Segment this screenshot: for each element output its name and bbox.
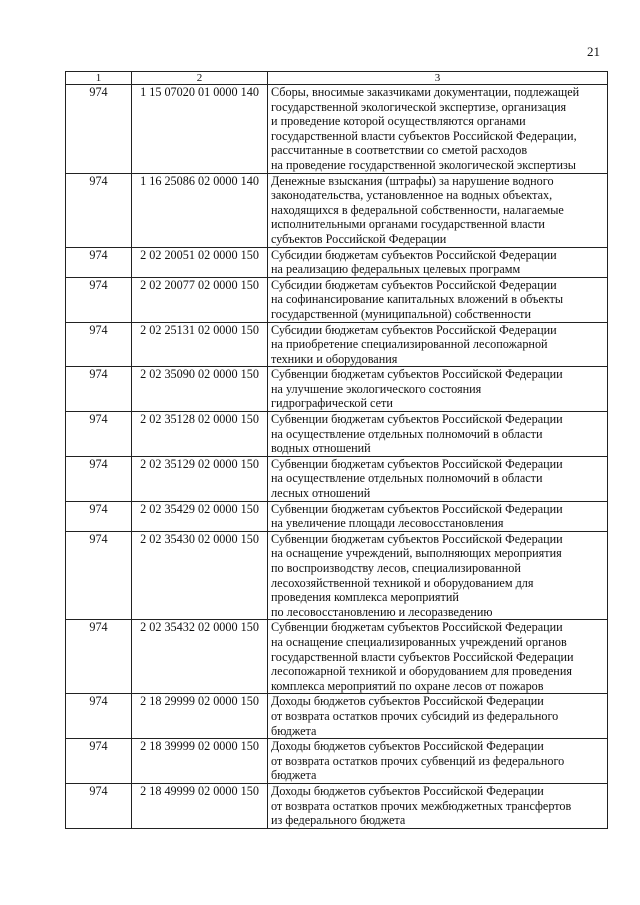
table-row xyxy=(66,739,608,784)
income-code-cell: 2 02 35128 02 0000 150 xyxy=(132,412,268,457)
description-line: от возврата остатков прочих межбюджетных трансфертов xyxy=(271,798,572,813)
description-line: на оснащение учреждений, выполняющих мероприятия xyxy=(271,546,562,561)
admin-code-cell: 974 xyxy=(66,322,132,367)
description-line: законодательства, установленное на водных объектах, xyxy=(271,188,553,203)
income-code-cell: 2 18 49999 02 0000 150 xyxy=(132,783,268,828)
description-line: Доходы бюджетов субъектов Российской Федерации xyxy=(271,739,544,754)
description-line: Доходы бюджетов субъектов Российской Федерации xyxy=(271,783,544,798)
income-code-cell: 2 02 35090 02 0000 150 xyxy=(132,367,268,412)
admin-code-cell: 974 xyxy=(66,247,132,277)
description-line: находящихся в федеральной собственности, налагаемые xyxy=(271,202,564,217)
table-row xyxy=(66,412,608,457)
description-cell xyxy=(268,694,608,739)
description-line: от возврата остатков прочих субвенций из федерального xyxy=(271,753,565,768)
description-line: гидрографической сети xyxy=(271,396,393,411)
description-line: Денежные взыскания (штрафы) за нарушение водного xyxy=(271,173,554,188)
description-line: субъектов Российской Федерации xyxy=(271,231,447,246)
admin-code-cell: 974 xyxy=(66,85,132,174)
admin-code-cell: 974 xyxy=(66,694,132,739)
description-line: Субвенции бюджетам субъектов Российской Федерации xyxy=(271,620,563,635)
description-line: комплекса мероприятий по охране лесов от пожаров xyxy=(271,678,544,693)
description-line: Субвенции бюджетам субъектов Российской Федерации xyxy=(271,367,563,382)
description-line: государственной власти субъектов Российской Федерации xyxy=(271,649,574,664)
description-line: Субвенции бюджетам субъектов Российской Федерации xyxy=(271,501,563,516)
description-line: на осуществление отдельных полномочий в области xyxy=(271,471,543,486)
description-line: Доходы бюджетов субъектов Российской Федерации xyxy=(271,694,544,709)
admin-code-cell: 974 xyxy=(66,531,132,620)
description-cell xyxy=(268,85,608,174)
table-row xyxy=(66,173,608,247)
admin-code-cell: 974 xyxy=(66,456,132,501)
description-cell xyxy=(268,367,608,412)
description-line: водных отношений xyxy=(271,441,371,456)
description-cell xyxy=(268,739,608,784)
description-line: Субсидии бюджетам субъектов Российской Федерации xyxy=(271,277,557,292)
table-row xyxy=(66,367,608,412)
description-line: от возврата остатков прочих субсидий из федерального xyxy=(271,708,559,723)
income-code-cell: 1 16 25086 02 0000 140 xyxy=(132,173,268,247)
revenue-codes-table xyxy=(65,71,608,829)
description-line: на софинансирование капитальных вложений в объекты xyxy=(271,292,564,307)
income-code-cell: 2 18 39999 02 0000 150 xyxy=(132,739,268,784)
admin-code-cell: 974 xyxy=(66,783,132,828)
description-line: на осуществление отдельных полномочий в области xyxy=(271,426,543,441)
page-number: 21 xyxy=(587,44,600,59)
description-line: лесопожарной техникой и оборудованием для проведения xyxy=(271,664,572,679)
description-cell xyxy=(268,322,608,367)
description-line: бюджета xyxy=(271,723,317,738)
table-row xyxy=(66,620,608,694)
income-code-cell: 2 02 35429 02 0000 150 xyxy=(132,501,268,531)
table-row xyxy=(66,531,608,620)
admin-code-cell: 974 xyxy=(66,173,132,247)
description-line: рассчитанные в соответствии со сметой расходов xyxy=(271,143,528,158)
admin-code-cell: 974 xyxy=(66,277,132,322)
income-code-cell: 2 02 35129 02 0000 150 xyxy=(132,456,268,501)
description-line: исполнительными органами государственной власти xyxy=(271,217,545,232)
description-line: проведения комплекса мероприятий xyxy=(271,590,459,605)
description-line: на увеличение площади лесовосстановления xyxy=(271,516,504,531)
description-cell xyxy=(268,531,608,620)
description-cell xyxy=(268,783,608,828)
description-cell xyxy=(268,620,608,694)
description-cell xyxy=(268,277,608,322)
income-code-cell: 1 15 07020 01 0000 140 xyxy=(132,85,268,174)
table-row xyxy=(66,85,608,174)
description-line: на оснащение специализированных учреждений органов xyxy=(271,634,567,649)
table-row xyxy=(66,322,608,367)
description-line: на улучшение экологического состояния xyxy=(271,381,482,396)
column-header-1: 1 xyxy=(66,72,132,85)
description-line: бюджета xyxy=(271,768,317,783)
description-line: лесных отношений xyxy=(271,486,371,501)
description-line: на реализацию федеральных целевых программ xyxy=(271,262,521,277)
table-row xyxy=(66,783,608,828)
description-line: государственной экологической экспертизе, организация xyxy=(271,99,567,114)
description-line: Субвенции бюджетам субъектов Российской Федерации xyxy=(271,412,563,427)
table-row xyxy=(66,247,608,277)
column-header-2: 2 xyxy=(132,72,268,85)
description-cell xyxy=(268,247,608,277)
column-header-3: 3 xyxy=(268,72,608,85)
income-code-cell: 2 02 35430 02 0000 150 xyxy=(132,531,268,620)
income-code-cell: 2 02 20051 02 0000 150 xyxy=(132,247,268,277)
admin-code-cell: 974 xyxy=(66,412,132,457)
description-line: и проведение которой осуществляются органами xyxy=(271,114,526,129)
table-row xyxy=(66,456,608,501)
description-line: государственной (муниципальной) собственности xyxy=(271,306,532,321)
description-cell xyxy=(268,412,608,457)
description-line: по лесовосстановлению и лесоразведению xyxy=(271,604,493,619)
description-line: Сборы, вносимые заказчиками документации, подлежащей xyxy=(271,85,580,99)
description-line: Субсидии бюджетам субъектов Российской Федерации xyxy=(271,322,557,337)
admin-code-cell: 974 xyxy=(66,501,132,531)
admin-code-cell: 974 xyxy=(66,739,132,784)
admin-code-cell: 974 xyxy=(66,367,132,412)
description-line: государственной власти субъектов Российской Федерации, xyxy=(271,128,577,143)
description-line: на проведение государственной экологической экспертизы xyxy=(271,157,576,172)
income-code-cell: 2 02 35432 02 0000 150 xyxy=(132,620,268,694)
table-body xyxy=(66,85,608,829)
description-line: из федерального бюджета xyxy=(271,813,406,828)
description-line: на приобретение специализированной лесопожарной xyxy=(271,337,548,352)
description-line: Субсидии бюджетам субъектов Российской Федерации xyxy=(271,247,557,262)
income-code-cell: 2 02 25131 02 0000 150 xyxy=(132,322,268,367)
description-line: Субвенции бюджетам субъектов Российской Федерации xyxy=(271,531,563,546)
description-line: Субвенции бюджетам субъектов Российской Федерации xyxy=(271,456,563,471)
description-cell xyxy=(268,456,608,501)
table-row xyxy=(66,277,608,322)
income-code-cell: 2 18 29999 02 0000 150 xyxy=(132,694,268,739)
table-row xyxy=(66,501,608,531)
description-line: техники и оборудования xyxy=(271,351,398,366)
admin-code-cell: 974 xyxy=(66,620,132,694)
description-line: по воспроизводству лесов, специализированной xyxy=(271,561,521,575)
description-cell xyxy=(268,173,608,247)
description-cell xyxy=(268,501,608,531)
table-header-row xyxy=(66,72,608,85)
table-row xyxy=(66,694,608,739)
description-line: лесохозяйственной техникой и оборудованием для xyxy=(271,575,534,590)
income-code-cell: 2 02 20077 02 0000 150 xyxy=(132,277,268,322)
